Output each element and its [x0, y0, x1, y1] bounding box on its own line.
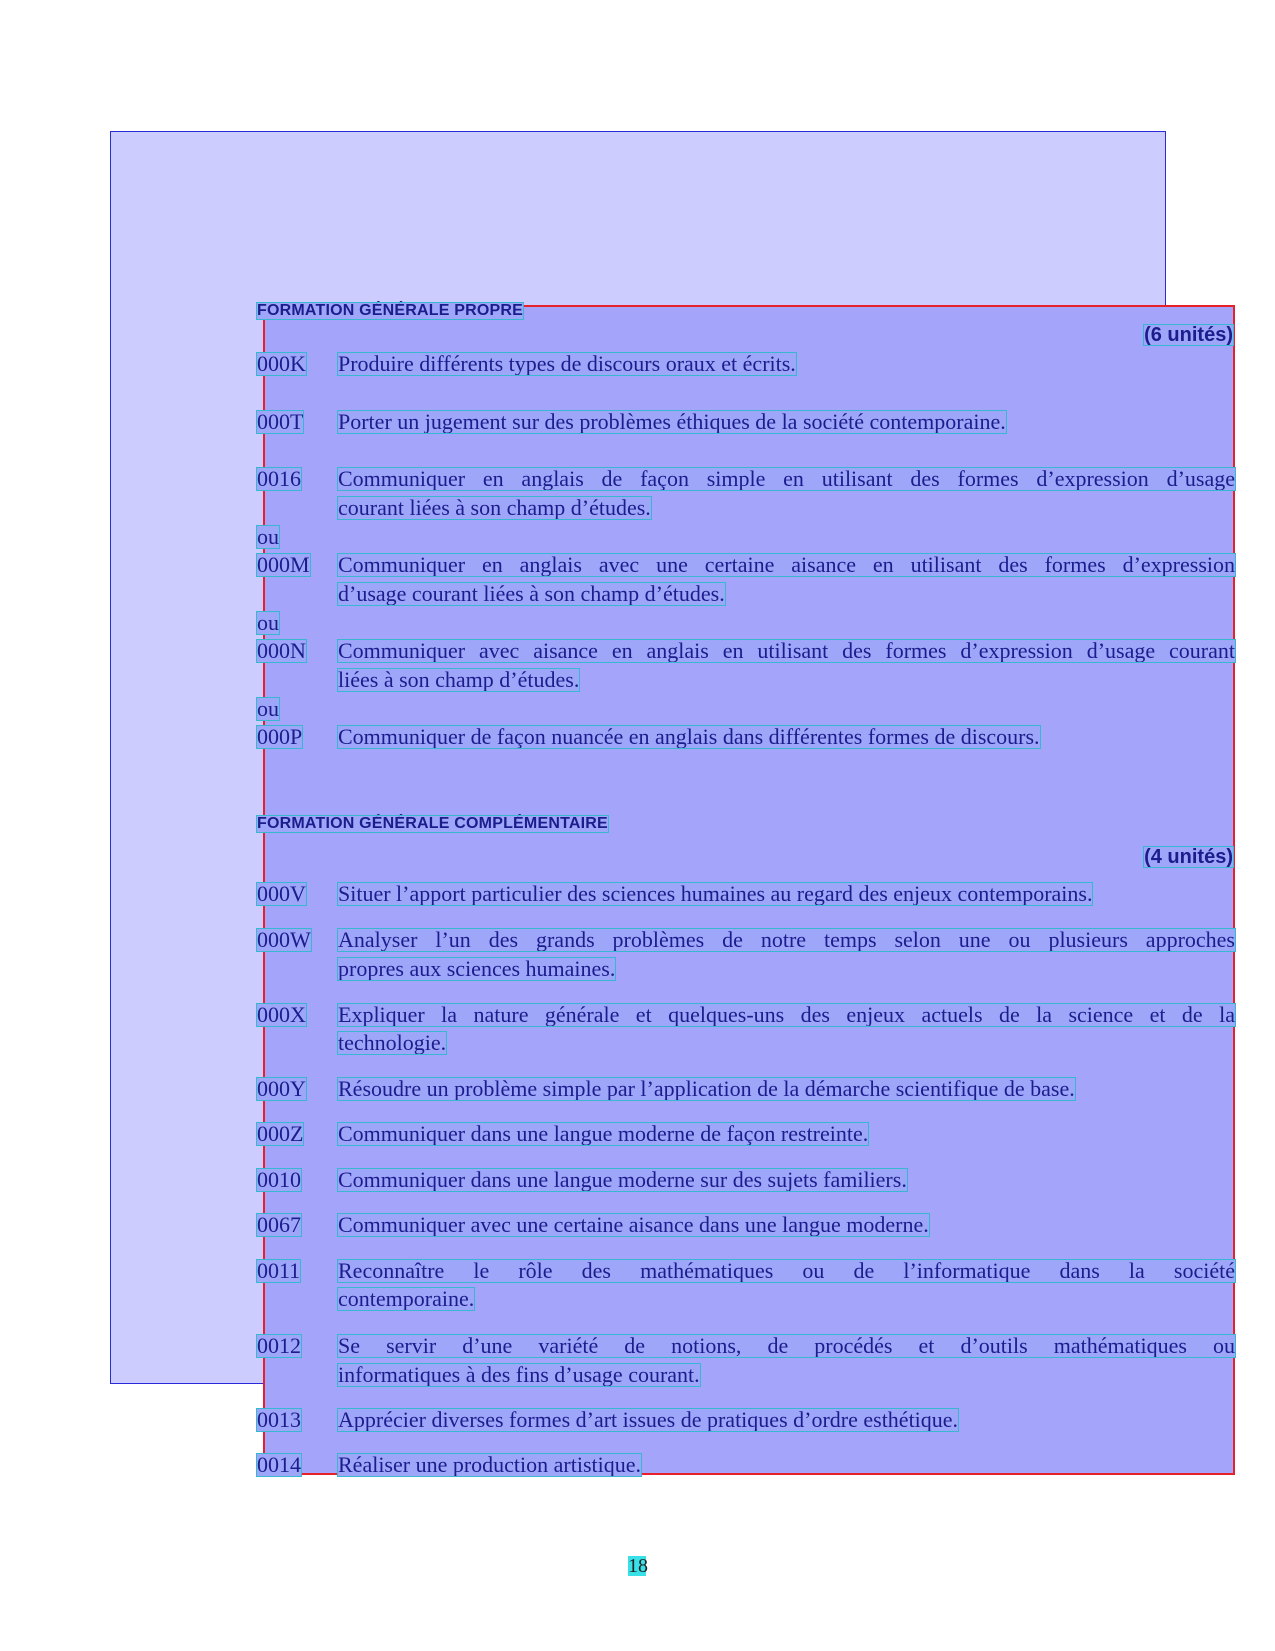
item-text: propres aux sciences humaines.: [338, 956, 616, 981]
item-code: 000M: [257, 552, 310, 577]
item-text: Analyser l’un des grands problèmes de notre temps selon une ou plusieurs approches: [338, 927, 1235, 952]
page-region-outer: [110, 131, 1235, 1477]
item-text: technologie.: [338, 1030, 447, 1055]
item-code: 000K: [257, 351, 306, 376]
section-2-heading: FORMATION GÉNÉRALE COMPLÉMENTAIRE: [257, 815, 608, 832]
item-text: Communiquer avec aisance en anglais en utilisant des formes d’expression d’usage courant: [338, 638, 1235, 663]
item-text: Communiquer en anglais avec une certaine aisance en utilisant des formes d’expression: [338, 552, 1235, 577]
item-code: 000N: [257, 638, 306, 663]
item-text: liées à son champ d’études.: [338, 667, 580, 692]
item-code: 0011: [257, 1258, 301, 1283]
item-code: 0010: [257, 1167, 301, 1192]
item-text: Apprécier diverses formes d’art issues de pratiques d’ordre esthétique.: [338, 1407, 959, 1432]
item-code: 000X: [257, 1002, 306, 1027]
section-1-heading: FORMATION GÉNÉRALE PROPRE: [257, 302, 524, 319]
item-code: 0012: [257, 1333, 301, 1358]
item-text: Produire différents types de discours oraux et écrits.: [338, 351, 796, 376]
item-text: Communiquer de façon nuancée en anglais dans différentes formes de discours.: [338, 724, 1040, 749]
section-1-units: (6 unités): [1144, 324, 1233, 346]
text-block: [257, 302, 1235, 1477]
item-code: 000T: [257, 409, 304, 434]
item-text: Communiquer dans une langue moderne sur des sujets familiers.: [338, 1167, 907, 1192]
item-text: courant liées à son champ d’études.: [338, 495, 651, 520]
item-text: contemporaine.: [338, 1286, 475, 1311]
item-code: 0013: [257, 1407, 301, 1432]
item-code: 000V: [257, 881, 306, 906]
item-code: 000Z: [257, 1121, 304, 1146]
item-code: 000Y: [257, 1076, 306, 1101]
item-code: 000W: [257, 927, 311, 952]
item-text: Communiquer dans une langue moderne de façon restreinte.: [338, 1121, 869, 1146]
item-text: d’usage courant liées à son champ d’études.: [338, 581, 725, 606]
item-text: Communiquer avec une certaine aisance dans une langue moderne.: [338, 1212, 929, 1237]
item-code: 0014: [257, 1452, 301, 1477]
section-2-units: (4 unités): [1144, 846, 1233, 868]
item-text: Reconnaître le rôle des mathématiques ou de l’informatique dans la société: [338, 1258, 1235, 1283]
item-text: Réaliser une production artistique.: [338, 1452, 642, 1477]
item-code: 0067: [257, 1212, 301, 1237]
item-text: Communiquer en anglais de façon simple en utilisant des formes d’expression d’usage: [338, 466, 1235, 491]
item-text: Situer l’apport particulier des sciences humaines au regard des enjeux contemporains.: [338, 881, 1093, 906]
ou-label: ou: [257, 696, 279, 721]
item-text: Se servir d’une variété de notions, de procédés et d’outils mathématiques ou: [338, 1333, 1235, 1358]
ou-label: ou: [257, 524, 279, 549]
item-code: 0016: [257, 466, 301, 491]
item-code: 000P: [257, 724, 303, 749]
item-text: Résoudre un problème simple par l’application de la démarche scientifique de base.: [338, 1076, 1075, 1101]
item-text: Porter un jugement sur des problèmes éthiques de la société contemporaine.: [338, 409, 1006, 434]
page-number: 18: [628, 1555, 648, 1577]
item-text: informatiques à des fins d’usage courant.: [338, 1362, 700, 1387]
item-text: Expliquer la nature générale et quelques-uns des enjeux actuels de la science et de la: [338, 1002, 1235, 1027]
ou-label: ou: [257, 610, 279, 635]
